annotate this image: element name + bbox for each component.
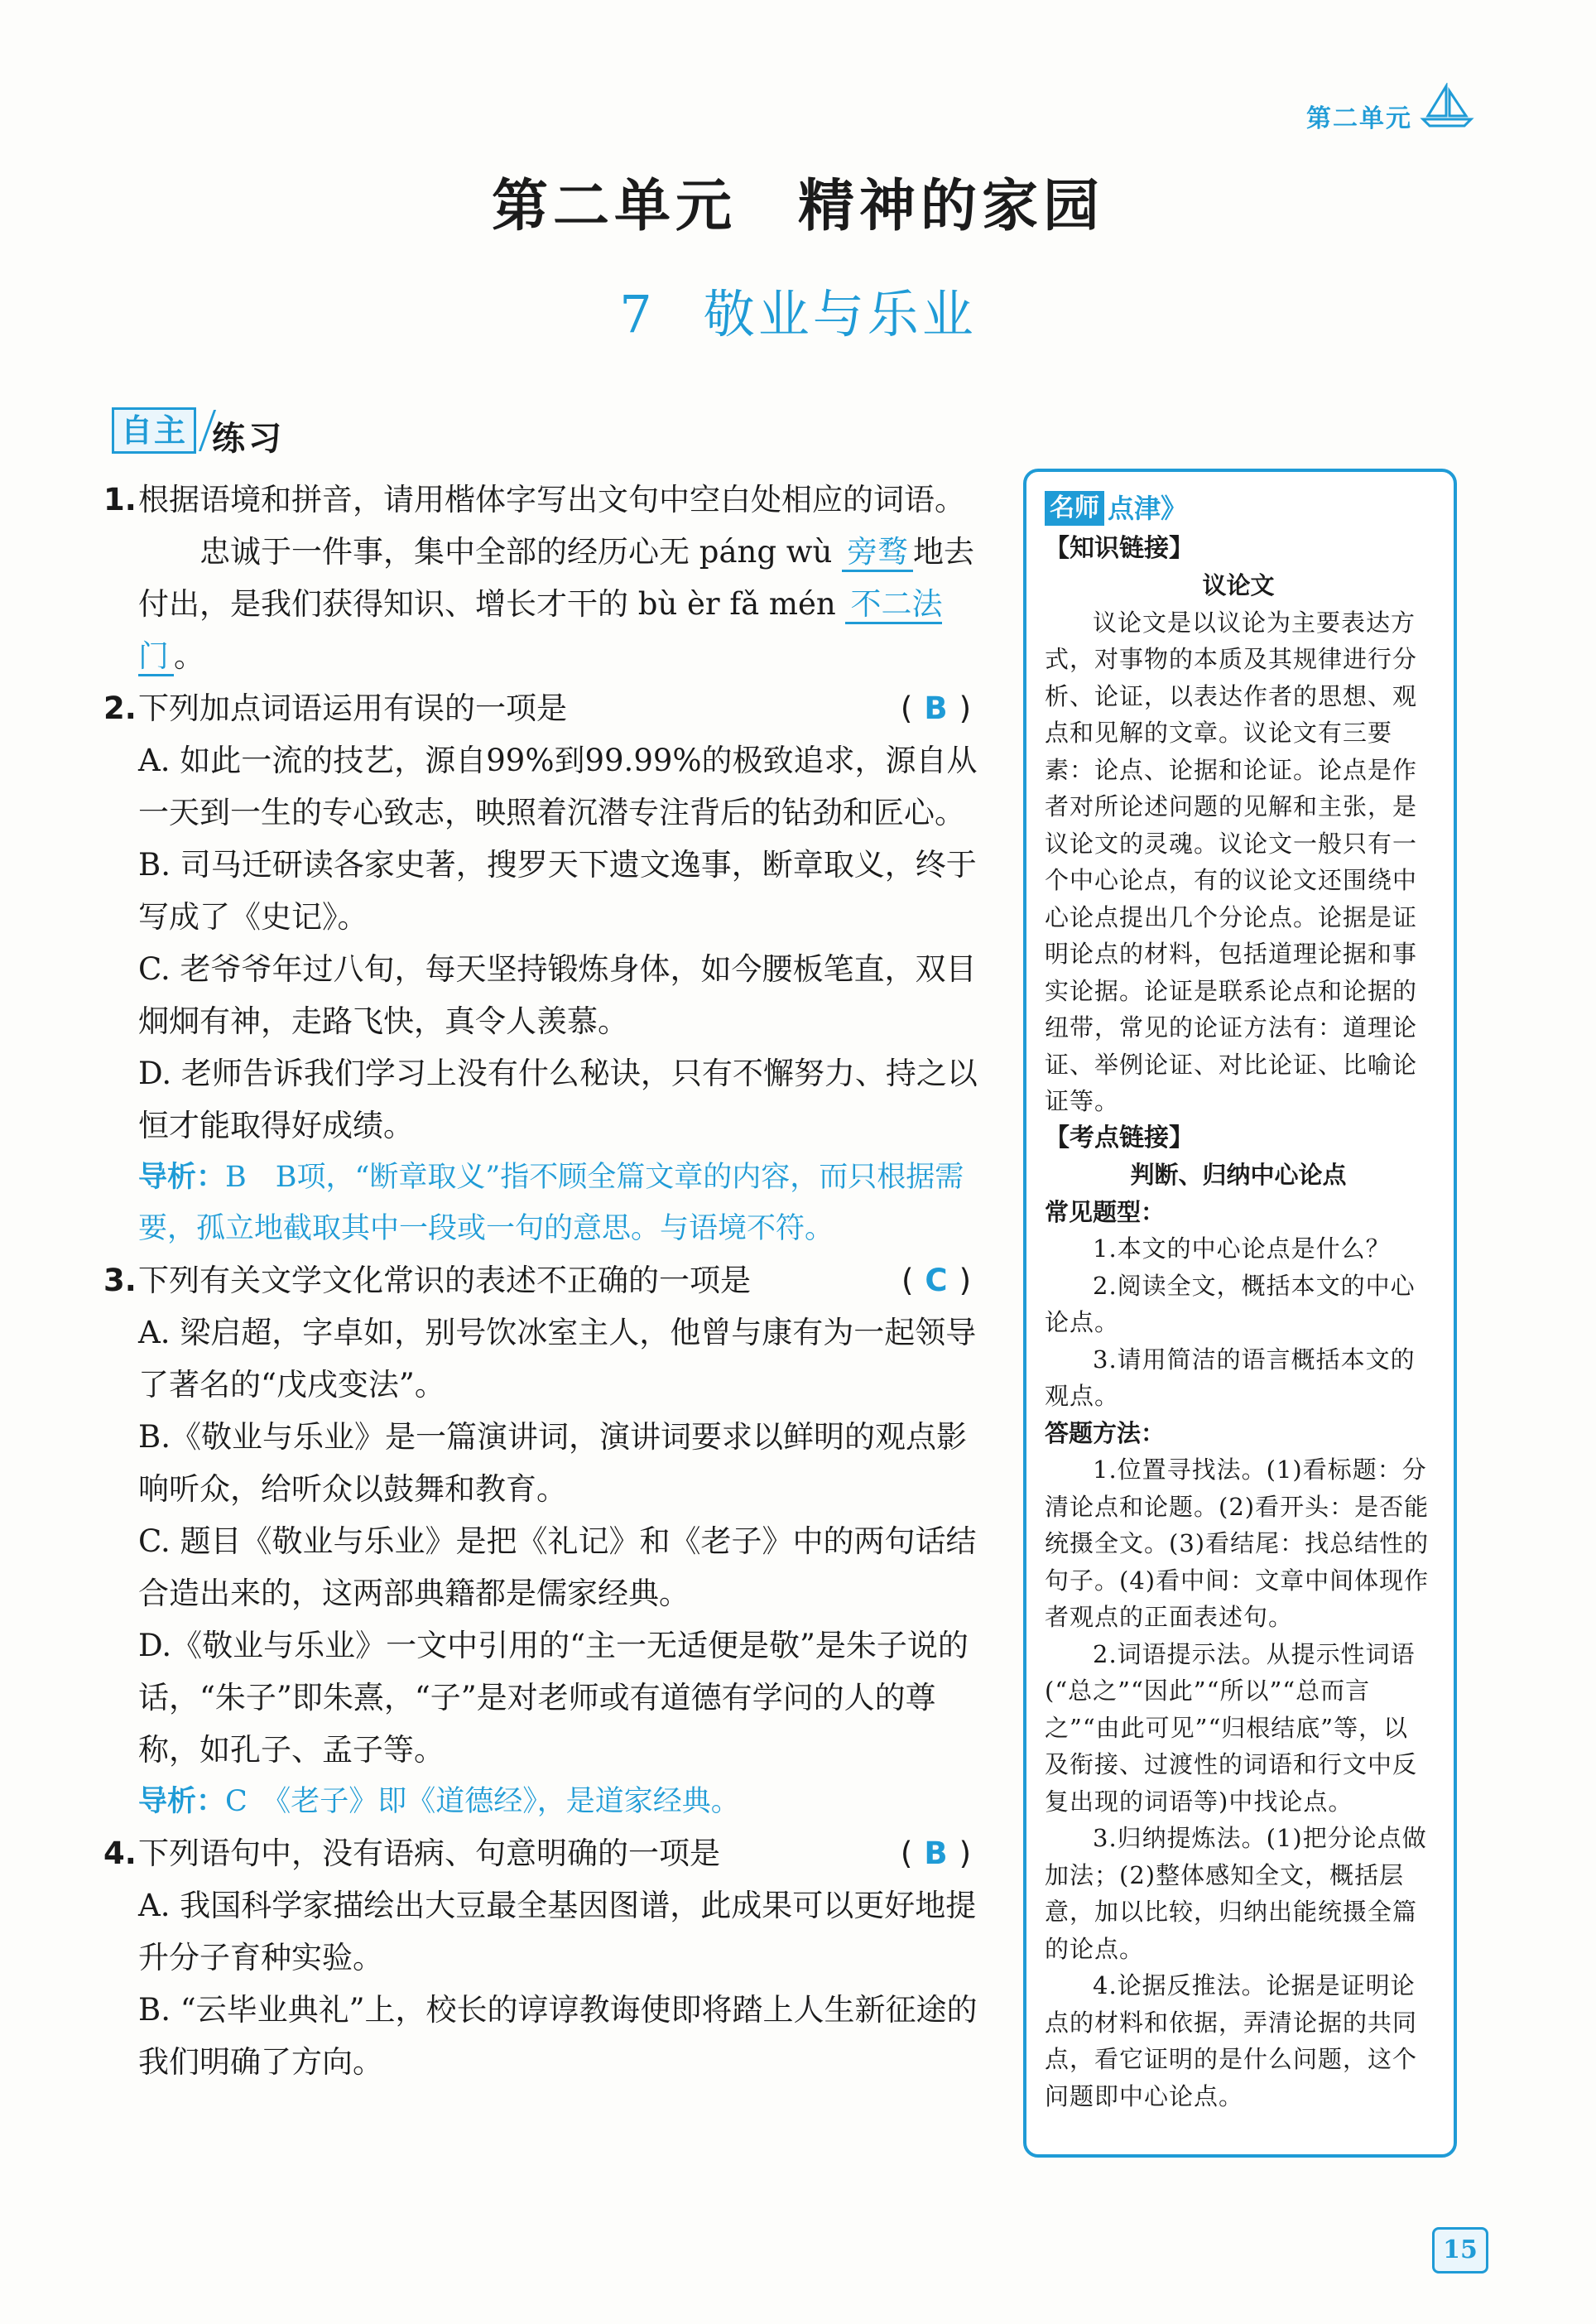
exam-title: 判断、归纳中心论点 bbox=[1130, 1161, 1347, 1189]
type-item: 2.阅读全文，概括本文的中心论点。 bbox=[1045, 1271, 1416, 1336]
unit-header-label: 第二单元 bbox=[1306, 104, 1412, 133]
analysis bbox=[103, 1152, 981, 1254]
method-item: 1.位置寻找法。(1)看标题：分清论点和论题。(2)看开头：是否能统摄全文。(3)看结尾：找总结性的句子。(4)看中间：文章中间体现作者观点的正面表述句。 bbox=[1045, 1456, 1430, 1631]
question-number: 3. bbox=[103, 1263, 137, 1298]
option: A. 梁启超，字卓如，别号饮冰室主人，他曾与康有为一起领导了著名的“戊戌变法”。 bbox=[138, 1315, 977, 1403]
section-label-box: 自主 bbox=[112, 407, 196, 454]
tips-title-text: 点津》 bbox=[1108, 493, 1188, 524]
section-label-text: 练习 bbox=[212, 420, 286, 458]
analysis-text: C 《老子》即《道德经》，是道家经典。 bbox=[225, 1785, 740, 1818]
answer-blank: 不二法门 bbox=[138, 586, 942, 676]
question-1 bbox=[103, 474, 981, 682]
question-number: 4. bbox=[103, 1836, 137, 1871]
answer-blank: 旁骛 bbox=[842, 534, 913, 572]
lesson-name: 敬业与乐业 bbox=[703, 284, 977, 344]
option: A. 如此一流的技艺，源自99%到99.99%的极致追求，源自从一天到一生的专心致志，映照着沉潜专注背后的钻劲和匠心。 bbox=[138, 743, 978, 830]
analysis-tag: 导析： bbox=[138, 1161, 226, 1194]
question-stem: 下列加点词语运用有误的一项是 bbox=[138, 690, 567, 726]
question-stem: 下列有关文学文化常识的表述不正确的一项是 bbox=[138, 1263, 751, 1298]
question-number: 1. bbox=[103, 482, 137, 517]
option: C. 题目《敬业与乐业》是把《礼记》和《老子》中的两句话结合造出来的，这两部典籍都是儒家经典。 bbox=[138, 1523, 977, 1611]
type-item: 3.请用简洁的语言概括本文的观点。 bbox=[1045, 1345, 1416, 1410]
option: B. “云毕业典礼”上，校长的谆谆教诲使即将踏上人生新征途的我们明确了方向。 bbox=[138, 1992, 978, 2080]
answer-letter: B bbox=[924, 1836, 948, 1871]
section-label bbox=[112, 401, 285, 460]
answer-bracket: ( B ) bbox=[900, 1836, 971, 1871]
answer-bracket: ( B ) bbox=[900, 690, 971, 726]
lesson-number: 7 bbox=[619, 284, 656, 344]
option: A. 我国科学家描绘出大豆最全基因图谱，此成果可以更好地提升分子育种实验。 bbox=[138, 1888, 977, 1975]
question-2 bbox=[103, 682, 981, 734]
question-3 bbox=[103, 1254, 981, 1306]
answer-letter: B bbox=[924, 690, 948, 726]
option: C. 老爷爷年过八旬，每天坚持锻炼身体，如今腰板笔直，双目炯炯有神，走路飞快，真令人羡慕。 bbox=[138, 951, 977, 1039]
methods-heading: 答题方法： bbox=[1045, 1418, 1166, 1447]
types-heading: 常见题型： bbox=[1045, 1197, 1166, 1226]
exam-heading: 【考点链接】 bbox=[1045, 1123, 1194, 1152]
method-item: 2.词语提示法。从提示性词语(“总之”“因此”“所以”“总而言之”“由此可见”“归根结底”等，以及衔接、过渡性的词语和行文中反复出现的词语等)中找论点。 bbox=[1045, 1639, 1418, 1816]
sailboat-icon bbox=[1420, 83, 1474, 132]
analysis-text: B B项，“断章取义”指不顾全篇文章的内容，而只根据需要，孤立地截取其中一段或一句的意思。与语境不符。 bbox=[138, 1161, 964, 1245]
tips-title bbox=[1045, 490, 1432, 527]
type-item: 1.本文的中心论点是什么？ bbox=[1093, 1234, 1391, 1263]
option: B.《敬业与乐业》是一篇演讲词，演讲词要求以鲜明的观点影响听众，给听众以鼓舞和教育。 bbox=[138, 1419, 967, 1507]
tips-sidebar bbox=[1023, 469, 1457, 2158]
answer-bracket: ( C ) bbox=[901, 1263, 971, 1298]
method-item: 4.论据反推法。论据是证明论点的材料和依据，弄清论据的共同点，看它证明的是什么问题，这个问题即中心论点。 bbox=[1045, 1971, 1418, 2110]
method-item: 3.归纳提炼法。(1)把分论点做加法；(2)整体感知全文，概括层意，加以比较，归纳出能统摄全篇的论点。 bbox=[1045, 1824, 1427, 1963]
lesson-title bbox=[0, 273, 1596, 347]
knowledge-text: 议论文是以议论为主要表达方式，对事物的本质及其规律进行分析、论证，以表达作者的思想、观点和见解的文章。议论文有三要素：论点、论据和论证。论点是作者对所论述问题的见解和主张，是议论文的灵魂。议论文一般只有一个中心论点，有的议论文还围绕中心论点提出几个分论点。论据是证明论点的材料，包括道理论据和事实论据。论证是联系论点和论据的纽带，常见的论证方法有：道理论证、举例论证、对比论证、比喻论证等。 bbox=[1045, 608, 1418, 1115]
question-number: 2. bbox=[103, 690, 137, 726]
option: B. 司马迁研读各家史著，搜罗天下遗文逸事，断章取义，终于写成了《史记》。 bbox=[138, 847, 977, 935]
knowledge-title: 议论文 bbox=[1202, 571, 1275, 599]
question-stem: 下列语句中，没有语病、句意明确的一项是 bbox=[138, 1836, 720, 1871]
knowledge-heading: 【知识链接】 bbox=[1045, 533, 1194, 563]
question-4 bbox=[103, 1827, 981, 1879]
question-passage: 忠诚于一件事，集中全部的经历心无 páng wù 旁骛 地去付出，是我们获得知识、增长才干的 bù èr fǎ mén 不二法门 。 bbox=[138, 526, 981, 682]
exercise-column bbox=[103, 474, 981, 2088]
option: D. 老师告诉我们学习上没有什么秘诀，只有不懈努力、持之以恒才能取得好成绩。 bbox=[138, 1056, 978, 1143]
analysis bbox=[103, 1776, 981, 1827]
unit-title: 第二单元 精神的家园 bbox=[491, 173, 1104, 239]
tips-title-box: 名师 bbox=[1045, 491, 1104, 526]
analysis-tag: 导析： bbox=[138, 1785, 226, 1818]
option: D.《敬业与乐业》一文中引用的“主一无适便是敬”是朱子说的话，“朱子”即朱熹，“子”是对老师或有道德有学问的人的尊称，如孔子、孟子等。 bbox=[138, 1628, 969, 1768]
question-stem: 根据语境和拼音，请用楷体字写出文句中空白处相应的词语。 bbox=[138, 482, 965, 517]
page-number: 15 bbox=[1432, 2227, 1488, 2273]
answer-letter: C bbox=[925, 1263, 948, 1298]
